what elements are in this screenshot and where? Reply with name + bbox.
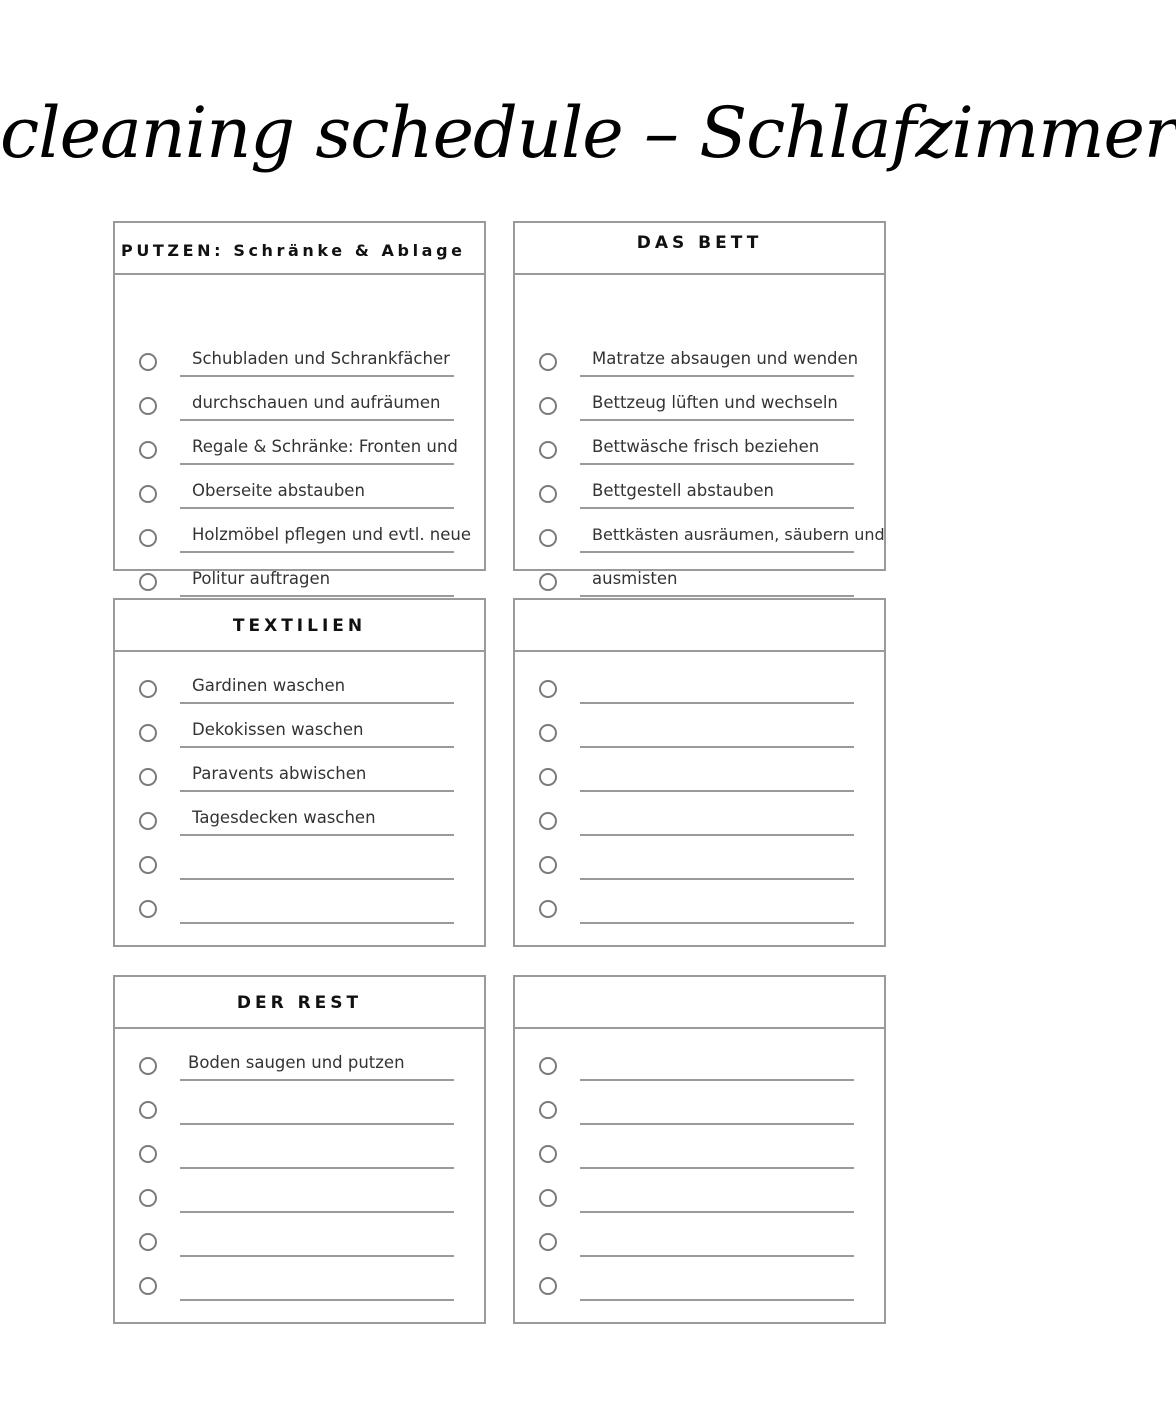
entry-line[interactable] (580, 890, 854, 924)
checklist-row (115, 345, 484, 389)
entry-line[interactable] (580, 1267, 854, 1301)
checklist-row (515, 892, 884, 936)
checkbox-circle-icon[interactable] (539, 856, 557, 874)
checklist-row (115, 1137, 484, 1181)
entry-line[interactable] (580, 563, 854, 597)
entry-line[interactable] (180, 846, 454, 880)
checklist-row (115, 433, 484, 477)
checklist-row (515, 1049, 884, 1093)
entry-line[interactable] (180, 1091, 454, 1125)
checkbox-circle-icon[interactable] (139, 900, 157, 918)
entry-line[interactable] (580, 670, 854, 704)
entry-line[interactable] (180, 475, 454, 509)
entry-line[interactable] (180, 1179, 454, 1213)
checklist-row (515, 345, 884, 389)
card-header: PUTZEN: Schränke & Ablage (115, 223, 484, 275)
checkbox-circle-icon[interactable] (539, 1145, 557, 1163)
entry-text: Dekokissen waschen (192, 720, 364, 739)
checklist-row (115, 716, 484, 760)
checkbox-circle-icon[interactable] (139, 768, 157, 786)
card-header: TEXTILIEN (115, 600, 484, 652)
entry-line[interactable] (580, 1135, 854, 1169)
card-bett (513, 221, 886, 588)
entry-line[interactable] (580, 1179, 854, 1213)
checklist-row (115, 521, 484, 565)
checkbox-circle-icon[interactable] (539, 1233, 557, 1251)
entry-line[interactable] (180, 890, 454, 924)
entry-text: Bettwäsche frisch beziehen (592, 437, 820, 456)
checkbox-circle-icon[interactable] (139, 441, 157, 459)
checkbox-circle-icon[interactable] (139, 856, 157, 874)
entry-line[interactable] (580, 714, 854, 748)
checklist-row (115, 389, 484, 433)
card-header[interactable] (515, 600, 884, 652)
entry-text: Bettgestell abstauben (592, 481, 774, 500)
entry-line[interactable] (580, 343, 859, 377)
entry-line[interactable] (180, 1267, 454, 1301)
checklist-row (115, 1225, 484, 1269)
entry-text: Regale & Schränke: Fronten und (192, 437, 458, 456)
checkbox-circle-icon[interactable] (139, 1057, 157, 1075)
entry-line[interactable] (580, 846, 854, 880)
entry-line[interactable] (180, 387, 454, 421)
checkbox-circle-icon[interactable] (539, 768, 557, 786)
checklist-row (515, 1137, 884, 1181)
entry-text: Tagesdecken waschen (192, 808, 376, 827)
entry-line[interactable] (580, 387, 854, 421)
checklist-row (515, 848, 884, 892)
checklist-row (115, 1269, 484, 1313)
checklist-row (515, 1269, 884, 1313)
checklist-row (115, 1049, 484, 1093)
checkbox-circle-icon[interactable] (539, 812, 557, 830)
checkbox-circle-icon[interactable] (539, 573, 557, 591)
entry-line[interactable] (180, 519, 472, 553)
entry-line[interactable] (180, 563, 454, 597)
checkbox-circle-icon[interactable] (139, 680, 157, 698)
checkbox-circle-icon[interactable] (139, 353, 157, 371)
checklist-row (515, 1181, 884, 1225)
checkbox-circle-icon[interactable] (539, 485, 557, 503)
entry-text: durchschauen und aufräumen (192, 393, 441, 412)
checklist-row (115, 848, 484, 892)
checkbox-circle-icon[interactable] (539, 397, 557, 415)
entry-text: ausmisten (592, 569, 678, 588)
entry-text: Bettkästen ausräumen, säubern und (592, 525, 885, 544)
checkbox-circle-icon[interactable] (139, 1233, 157, 1251)
entry-text: Bettzeug lüften und wechseln (592, 393, 838, 412)
entry-line[interactable] (180, 670, 454, 704)
entry-line[interactable] (580, 758, 854, 792)
card-putzen (113, 221, 486, 588)
entry-line[interactable] (580, 431, 854, 465)
checkbox-circle-icon[interactable] (139, 529, 157, 547)
entry-text: Matratze absaugen und wenden (592, 349, 859, 368)
checkbox-circle-icon[interactable] (539, 1101, 557, 1119)
checklist-row (515, 433, 884, 477)
checklist-row (115, 477, 484, 521)
checkbox-circle-icon[interactable] (139, 812, 157, 830)
checklist-row (515, 521, 884, 565)
checklist-row (515, 389, 884, 433)
checkbox-circle-icon[interactable] (139, 1277, 157, 1295)
checklist-row (515, 1225, 884, 1269)
checkbox-circle-icon[interactable] (139, 485, 157, 503)
entry-line[interactable] (180, 1223, 454, 1257)
checkbox-circle-icon[interactable] (539, 680, 557, 698)
entry-line[interactable] (580, 519, 885, 553)
checklist-row (115, 760, 484, 804)
checkbox-circle-icon[interactable] (539, 1277, 557, 1295)
card-header[interactable] (515, 977, 884, 1029)
entry-line[interactable] (180, 1047, 454, 1081)
entry-text: Politur auftragen (192, 569, 331, 588)
entry-line[interactable] (580, 802, 854, 836)
checkbox-circle-icon[interactable] (539, 1189, 557, 1207)
checkbox-circle-icon[interactable] (139, 397, 157, 415)
card-header: DER REST (115, 977, 484, 1029)
checkbox-circle-icon[interactable] (139, 1189, 157, 1207)
entry-line[interactable] (180, 802, 454, 836)
entry-line[interactable] (180, 758, 454, 792)
checklist-row (515, 760, 884, 804)
checklist-row (515, 1093, 884, 1137)
checkbox-circle-icon[interactable] (139, 1101, 157, 1119)
checklist-row (115, 672, 484, 716)
page-title: cleaning schedule – Schlafzimmer (0, 92, 1176, 174)
entry-line[interactable] (580, 475, 854, 509)
checklist-row (515, 804, 884, 848)
checkbox-circle-icon[interactable] (539, 724, 557, 742)
card-textilien (113, 598, 486, 947)
checklist-row (115, 1093, 484, 1137)
checkbox-circle-icon[interactable] (139, 1145, 157, 1163)
checkbox-circle-icon[interactable] (139, 724, 157, 742)
entry-text: Gardinen waschen (192, 676, 346, 695)
entry-line[interactable] (180, 1135, 454, 1169)
checkbox-circle-icon[interactable] (139, 573, 157, 591)
card-header: DAS BETT (515, 223, 884, 275)
checkbox-circle-icon[interactable] (539, 353, 557, 371)
entry-text: Holzmöbel pflegen und evtl. neue (192, 525, 472, 544)
checklist-row (115, 1181, 484, 1225)
checklist-row (515, 672, 884, 716)
checkbox-circle-icon[interactable] (539, 900, 557, 918)
checklist-row (515, 477, 884, 521)
card-blank-1 (513, 598, 886, 947)
entry-text: Oberseite abstauben (192, 481, 365, 500)
entry-line[interactable] (580, 1091, 854, 1125)
checklist-row (515, 716, 884, 760)
entry-text: Schubladen und Schrankfächer (192, 349, 450, 368)
entry-line[interactable] (180, 431, 458, 465)
card-blank-2 (513, 975, 886, 1324)
checkbox-circle-icon[interactable] (539, 529, 557, 547)
entry-text: Boden saugen und putzen (188, 1053, 405, 1072)
entry-line[interactable] (180, 714, 454, 748)
card-rest (113, 975, 486, 1324)
entry-text: Paravents abwischen (192, 764, 367, 783)
checkbox-circle-icon[interactable] (539, 1057, 557, 1075)
checklist-row (115, 804, 484, 848)
entry-line[interactable] (580, 1223, 854, 1257)
checkbox-circle-icon[interactable] (539, 441, 557, 459)
entry-line[interactable] (180, 343, 454, 377)
entry-line[interactable] (580, 1047, 854, 1081)
checklist-row (115, 892, 484, 936)
